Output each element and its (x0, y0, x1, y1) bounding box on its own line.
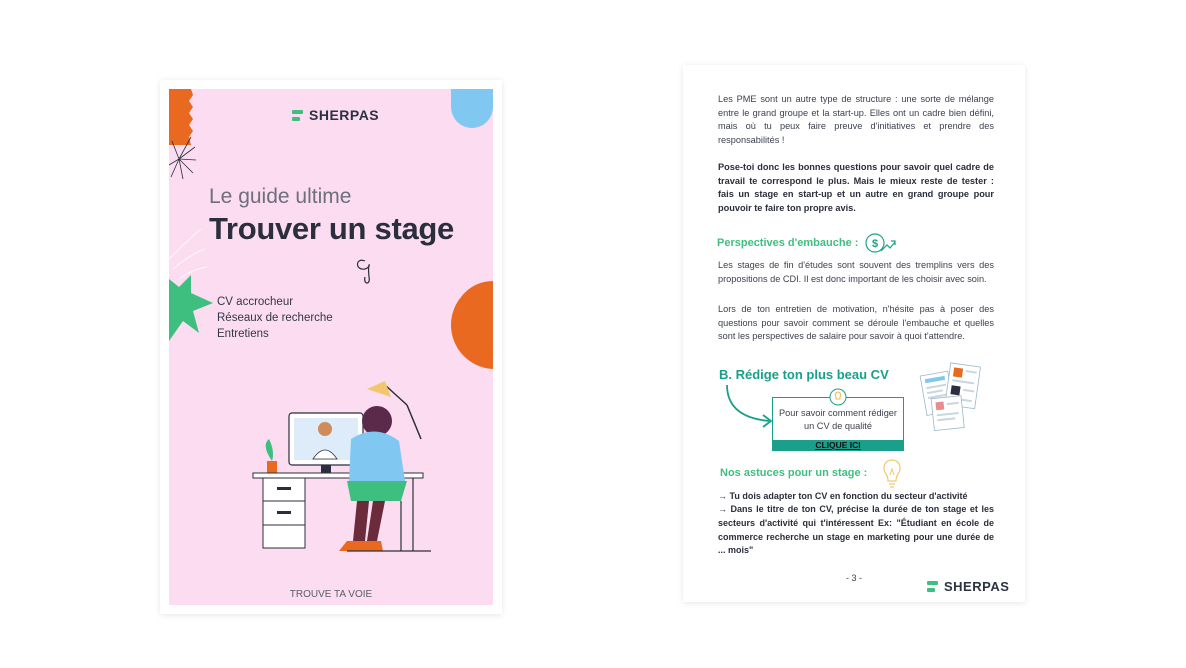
cover-title: Trouver un stage (209, 211, 454, 246)
svg-text:$: $ (871, 238, 879, 250)
cv-link-box[interactable] (772, 397, 904, 451)
money-growth-icon (864, 231, 896, 257)
orange-semicircle-shape (451, 281, 493, 369)
squiggle-shape (358, 260, 370, 283)
faint-leaf-lines (169, 229, 207, 279)
cover-page (169, 89, 493, 605)
cv-link-text: Pour savoir comment rédiger un CV de qualité (779, 408, 897, 431)
cover-subtitle: Le guide ultime (209, 185, 352, 208)
cv-documents-illustration (919, 361, 989, 433)
sherpas-logo-icon (292, 110, 303, 121)
cover-logo-text: SHERPAS (309, 107, 380, 123)
heading-perspectives: Perspectives d'embauche : (717, 237, 859, 249)
green-star-shape (169, 275, 213, 341)
content-page (683, 65, 1025, 602)
cover-topic: Réseaux de recherche (217, 312, 333, 324)
orange-zigzag-shape (169, 89, 193, 145)
lightbulb-icon (829, 388, 847, 406)
cover-page-sheet (160, 80, 502, 614)
cover-topics-list (217, 294, 333, 342)
heading-astuces: Nos astuces pour un stage : (720, 467, 868, 479)
cover-topic: CV accrocheur (217, 296, 294, 308)
tip-item: → Dans le titre de ton CV, précise la durée de ton stage et les secteurs d'activité qui t'intéressent Ex: "Étudiant en école de commerce recherche un stage en marketing pour une durée de ... mois" (718, 504, 994, 556)
cover-topic: Entretiens (217, 328, 269, 340)
paragraph-cdi: Les stages de fin d'études sont souvent des tremplins vers des propositions de CDI. Il est donc important de les choisir avec soin. (718, 260, 994, 284)
sherpas-logo-icon (927, 581, 938, 592)
clique-ici-link[interactable]: CLIQUE ICI (772, 440, 904, 451)
paragraph-entretien: Lors de ton entretien de motivation, n'hésite pas à poser des questions pour savoir comment se déroule l'embauche et quelles sont les perspectives de salaire pour savoir à quoi t'attendre. (718, 304, 994, 342)
tip-item: → Tu dois adapter ton CV en fonction du secteur d'activité (718, 491, 968, 501)
page-number: - 3 - (845, 573, 862, 583)
cover-footer: TROUVE TA VOIE (289, 589, 373, 600)
bulb-doodle-icon (879, 457, 905, 489)
page-logo-text: SHERPAS (944, 579, 1010, 594)
desk-illustration (253, 381, 431, 551)
paragraph-questions: Pose-toi donc les bonnes questions pour savoir quel cadre de travail te correspond le plus. Mais le mieux reste de tester : fais un stage en start-up et un autre en grand groupe pour pouvoir te faire ton propre avis. (718, 162, 994, 213)
page-sherpas-logo (927, 579, 1009, 594)
paragraph-pme: Les PME sont un autre type de structure : une sorte de mélange entre le grand groupe et la start-up. Elles ont un cadre bien défini, mais où tu peux faire preuve d'initiatives et prendre des responsabilités ! (718, 94, 994, 145)
heading-cv: B. Rédige ton plus beau CV (719, 367, 889, 382)
cover-decorations (169, 89, 493, 605)
cover-sherpas-logo (292, 107, 379, 123)
blue-semicircle-shape (451, 89, 493, 128)
